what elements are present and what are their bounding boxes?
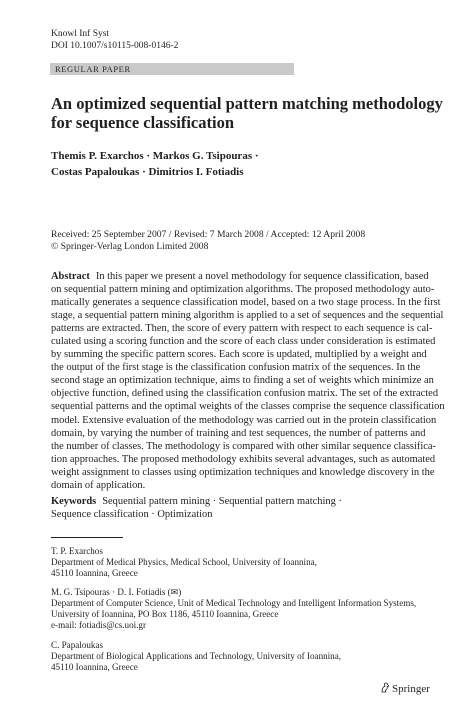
- copyright-notice: © Springer-Verlag London Limited 2008: [51, 241, 209, 252]
- affiliation-author: T. P. Exarchos: [51, 546, 103, 556]
- author-list: [51, 149, 431, 180]
- publication-history: [51, 229, 431, 253]
- title-line: An optimized sequential pattern matching methodology: [51, 94, 443, 113]
- springer-horse-icon: [380, 682, 390, 693]
- affiliation-line: 45110 Ioannina, Greece: [51, 662, 138, 672]
- abstract-line: weight assignment to classes using optimization techniques and knowledge discovery in the: [51, 466, 435, 478]
- abstract: [51, 270, 445, 492]
- contact-email[interactable]: e-mail: fotiadis@cs.uoi.gr: [51, 620, 146, 630]
- affiliation-block: [51, 546, 431, 579]
- affiliation-author: C. Papaloukas: [51, 640, 104, 650]
- affiliation-block: [51, 640, 431, 673]
- keywords-line: Sequence classification · Optimization: [51, 509, 213, 521]
- abstract-line: on sequential pattern mining and optimization algorithms. The proposed methodology auto-: [51, 284, 435, 296]
- abstract-line: model. Extensive evaluation of the methodology was carried out in the protein classification: [51, 414, 437, 426]
- abstract-line: the output of the first stage is the classification confusion matrix of the sequences. In the: [51, 362, 421, 374]
- keywords-line: Sequential pattern mining · Sequential pattern matching ·: [102, 496, 342, 507]
- keywords: [51, 495, 425, 522]
- abstract-line: sequential patterns and the optimal weights of the classes comprise the sequence classification: [51, 401, 445, 413]
- affiliation-line: University of Ioannina, PO Box 1186, 45110 Ioannina, Greece: [51, 609, 279, 619]
- footnote-rule: [51, 537, 123, 538]
- abstract-line: the number of classes. The methodology is compared with other similar sequence classifica-: [51, 440, 437, 452]
- abstract-line: second stage an optimization technique, aims to finding a set of weights which minimize an: [51, 375, 434, 387]
- affiliation-line: Department of Medical Physics, Medical School, University of Ioannina,: [51, 557, 317, 567]
- abstract-line: by summing the specific pattern scores. Each score is updated, multiplied by a weight and: [51, 349, 427, 361]
- abstract-line: domain of application.: [51, 479, 146, 491]
- publisher-name: Springer: [392, 683, 430, 695]
- abstract-line: domain, by varying the number of training and test sequences, the number of patterns and: [51, 427, 426, 439]
- author-line: Themis P. Exarchos · Markos G. Tsipouras ·: [51, 150, 259, 162]
- abstract-line: culated using a scoring function and the score of each class under consideration is estimated: [51, 336, 436, 348]
- paper-title: [51, 94, 443, 132]
- article-type-label: REGULAR PAPER: [55, 64, 131, 74]
- abstract-line: objective function, defined using the classification confusion matrix. The set of the extracted: [51, 388, 439, 400]
- journal-name: Knowl Inf Syst: [51, 29, 110, 39]
- affiliation-line: Department of Biological Applications and Technology, University of Ioannina,: [51, 651, 342, 661]
- abstract-line: stage, a sequential pattern mining algorithm is applied to a set of sequences and the sequential: [51, 310, 444, 322]
- affiliation-author: M. G. Tsipouras · D. I. Fotiadis (✉): [51, 587, 182, 597]
- abstract-line: tion approaches. The proposed methodology exhibits several advantages, such as automated: [51, 453, 436, 465]
- doi: DOI 10.1007/s10115-008-0146-2: [51, 41, 179, 51]
- author-line: Costas Papaloukas · Dimitrios I. Fotiadis: [51, 165, 244, 178]
- abstract-line: patterns are extracted. Then, the score of every pattern with respect to each sequence is cal-: [51, 323, 433, 335]
- abstract-line: In this paper we present a novel methodology for sequence classification, based: [95, 271, 429, 282]
- affiliation-block: [51, 587, 431, 631]
- abstract-label: Abstract: [51, 271, 90, 282]
- keywords-label: Keywords: [51, 496, 97, 507]
- affiliation-line: Department of Computer Science, Unit of Medical Technology and Intelligent Information Systems,: [51, 598, 417, 608]
- received-dates: Received: 25 September 2007 / Revised: 7 March 2008 / Accepted: 12 April 2008: [51, 229, 366, 240]
- abstract-line: matically generates a sequence classification model, based on a two stage process. In the first: [51, 297, 441, 309]
- title-line: for sequence classification: [51, 112, 235, 132]
- publisher-logo: [380, 682, 430, 696]
- affiliation-line: 45110 Ioannina, Greece: [51, 568, 138, 578]
- article-type-banner: [50, 63, 294, 75]
